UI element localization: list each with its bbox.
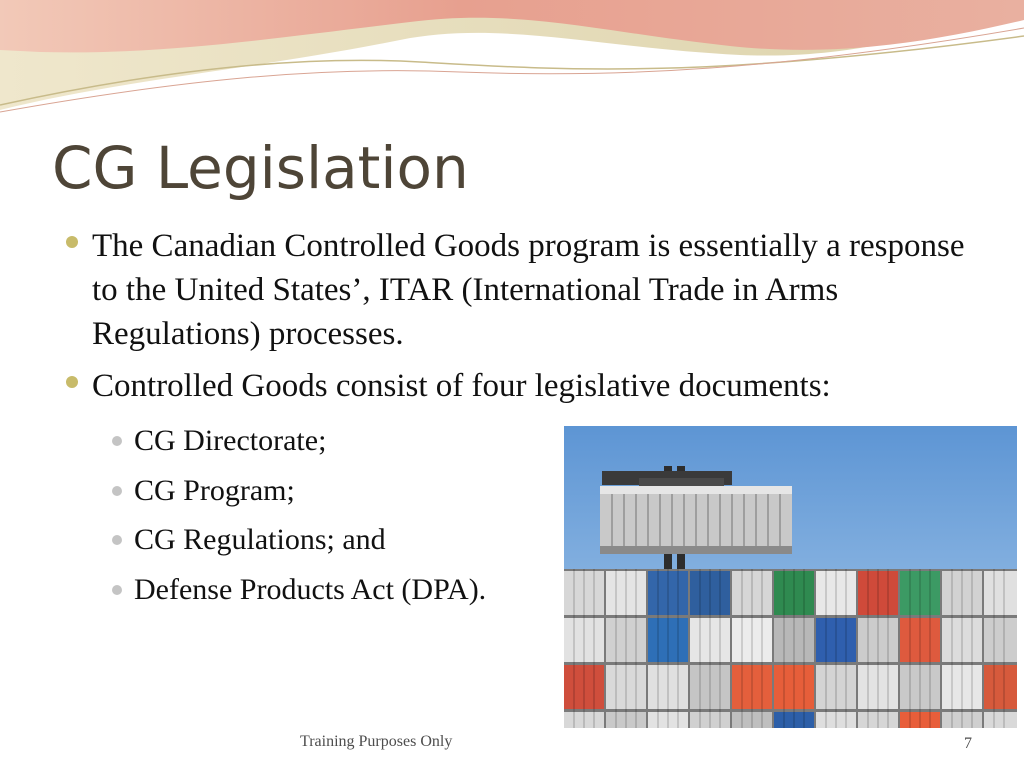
- sub-bullet-text: Defense Products Act (DPA).: [134, 572, 487, 606]
- bullet-item: [64, 224, 974, 356]
- header-wave-decoration: [0, 0, 1024, 130]
- sub-bullet-dot-icon: [112, 535, 122, 545]
- sub-bullet-text: CG Program;: [134, 473, 295, 507]
- bullet-dot-icon: [66, 236, 78, 248]
- bullet-dot-icon: [66, 376, 78, 388]
- sub-bullet-dot-icon: [112, 486, 122, 496]
- bullet-text: The Canadian Controlled Goods program is essentially a response to the United States’, ITAR (International Trade in Arms Regulations) processes.: [92, 228, 965, 352]
- bullet-text: Controlled Goods consist of four legislative documents:: [92, 368, 831, 404]
- sub-bullet-text: CG Regulations; and: [134, 523, 386, 556]
- shipping-containers-image: [564, 426, 1017, 728]
- bullet-item: [64, 364, 832, 408]
- sub-bullet-dot-icon: [112, 585, 122, 595]
- page-number: 7: [964, 735, 972, 752]
- footer-text: Training Purposes Only: [300, 733, 453, 750]
- sub-bullet-text: CG Directorate;: [134, 424, 327, 457]
- slide-title: CG Legislation: [52, 134, 469, 202]
- sub-bullet-dot-icon: [112, 436, 122, 446]
